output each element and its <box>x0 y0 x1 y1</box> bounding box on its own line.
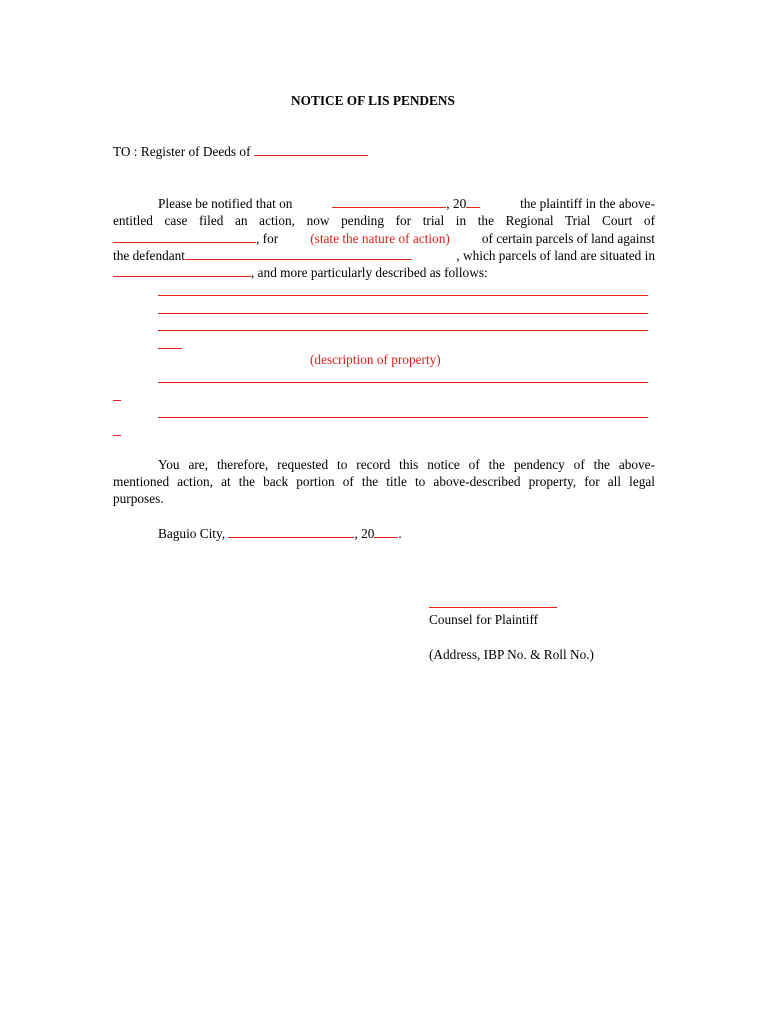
description-line-short[interactable] <box>113 435 121 436</box>
notice-paragraph-line-3 <box>113 230 655 247</box>
signature-role: Counsel for Plaintiff <box>429 612 539 627</box>
p1-for: , for <box>256 231 279 246</box>
description-line[interactable] <box>158 417 648 418</box>
notice-paragraph-line-4 <box>113 247 655 264</box>
signature-details: (Address, IBP No. & Roll No.) <box>429 647 594 662</box>
description-line-short[interactable] <box>113 400 121 401</box>
description-line-short[interactable] <box>158 348 182 349</box>
document-title: NOTICE OF LIS PENDENS <box>291 93 455 108</box>
p1-text-situated: , which parcels of land are situated in <box>456 248 655 263</box>
place-year-blank[interactable] <box>374 525 398 538</box>
description-line[interactable] <box>158 295 648 296</box>
p1-text-c: the plaintiff in the above- <box>520 196 655 211</box>
court-blank[interactable] <box>113 230 256 243</box>
description-line[interactable] <box>158 382 648 383</box>
place-date-blank[interactable] <box>228 525 354 538</box>
request-paragraph-line-2: mentioned action, at the back portion of the title to above-described property, for all legal <box>113 474 655 489</box>
request-paragraph-line-3: purposes. <box>113 491 164 506</box>
location-blank[interactable] <box>113 264 251 277</box>
defendant-blank[interactable] <box>185 247 412 260</box>
p1-date-group <box>332 195 480 212</box>
place-period: . <box>398 526 402 541</box>
description-line[interactable] <box>158 313 648 314</box>
p1-year-prefix: , 20 <box>446 196 467 211</box>
place-date-line <box>158 525 402 542</box>
court-group <box>113 230 278 247</box>
notice-paragraph-line-1 <box>158 195 655 212</box>
defendant-label: the defendant <box>113 248 185 263</box>
year-blank[interactable] <box>466 195 480 208</box>
p1-text-follows: , and more particularly described as follows: <box>251 265 488 280</box>
place-label: Baguio City, <box>158 526 226 541</box>
description-line[interactable] <box>158 330 648 331</box>
request-paragraph-line-1: You are, therefore, requested to record this notice of the pendency of the above- <box>158 457 655 472</box>
register-blank[interactable] <box>254 143 368 156</box>
defendant-group <box>113 247 412 264</box>
description-of-property-placeholder: (description of property) <box>310 352 441 367</box>
to-line <box>113 143 368 160</box>
to-label: TO : Register of Deeds of <box>113 144 251 159</box>
p1-text-against: of certain parcels of land against <box>481 231 655 246</box>
signature-line[interactable] <box>429 607 557 608</box>
p1-text-a: Please be notified that on <box>158 196 293 211</box>
nature-of-action-placeholder: (state the nature of action) <box>310 231 450 246</box>
notice-paragraph-line-2: entitled case filed an action, now pending for trial in the Regional Trial Court of <box>113 213 655 228</box>
date-blank[interactable] <box>332 195 446 208</box>
place-year-prefix: , 20 <box>354 526 375 541</box>
notice-paragraph-line-5 <box>113 264 488 281</box>
